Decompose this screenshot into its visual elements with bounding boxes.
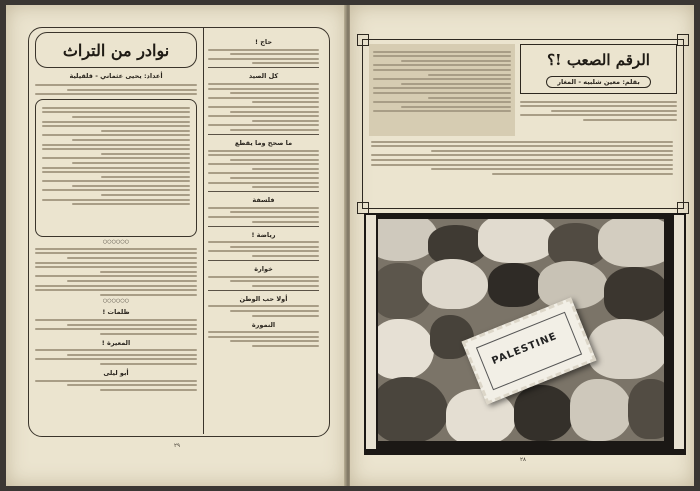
article-intro <box>520 98 677 138</box>
article-title: الرقم الصعب !؟ <box>547 51 650 69</box>
stamp-text: PALESTINE <box>490 330 559 368</box>
shaded-column <box>369 44 515 136</box>
section-title: أبو ليلى <box>103 369 129 378</box>
section-title: فلسفة <box>252 196 275 205</box>
section-title: المعيرة ! <box>101 338 131 347</box>
article-frame <box>362 39 684 209</box>
article-body <box>369 138 675 202</box>
left-left-column <box>29 28 203 434</box>
article-byline: بقلم: معين شلبيه - المغار <box>546 76 651 88</box>
photo-frame <box>364 213 686 455</box>
page-title: نوادر من التراث <box>35 32 197 68</box>
section-title: ظلمات ! <box>102 308 130 317</box>
section-title: حاج ! <box>254 38 273 46</box>
byline: أعداد: يحيى عثماني - قلقيلية <box>69 72 163 80</box>
article-title-box <box>520 44 677 94</box>
section-title: النمورة <box>251 320 276 329</box>
section-title: ما صحح وما يقطع <box>234 138 293 147</box>
left-page <box>6 5 346 486</box>
page-number: ٢٨ <box>520 457 526 463</box>
left-right-column <box>203 28 325 434</box>
section-title: كل الصيد <box>248 72 279 81</box>
rocks-photo <box>378 219 664 441</box>
section-title: أولا حب الوطن <box>239 294 288 303</box>
right-page <box>350 5 694 486</box>
separator: ○○○○○○ <box>102 298 130 305</box>
separator: ○○○○○○ <box>102 239 130 246</box>
left-page-frame <box>28 27 330 437</box>
quote-box <box>35 99 197 237</box>
section-title: رياضة ! <box>251 230 276 239</box>
section-title: خوارة <box>254 265 273 273</box>
page-number: ٢٩ <box>174 443 180 449</box>
